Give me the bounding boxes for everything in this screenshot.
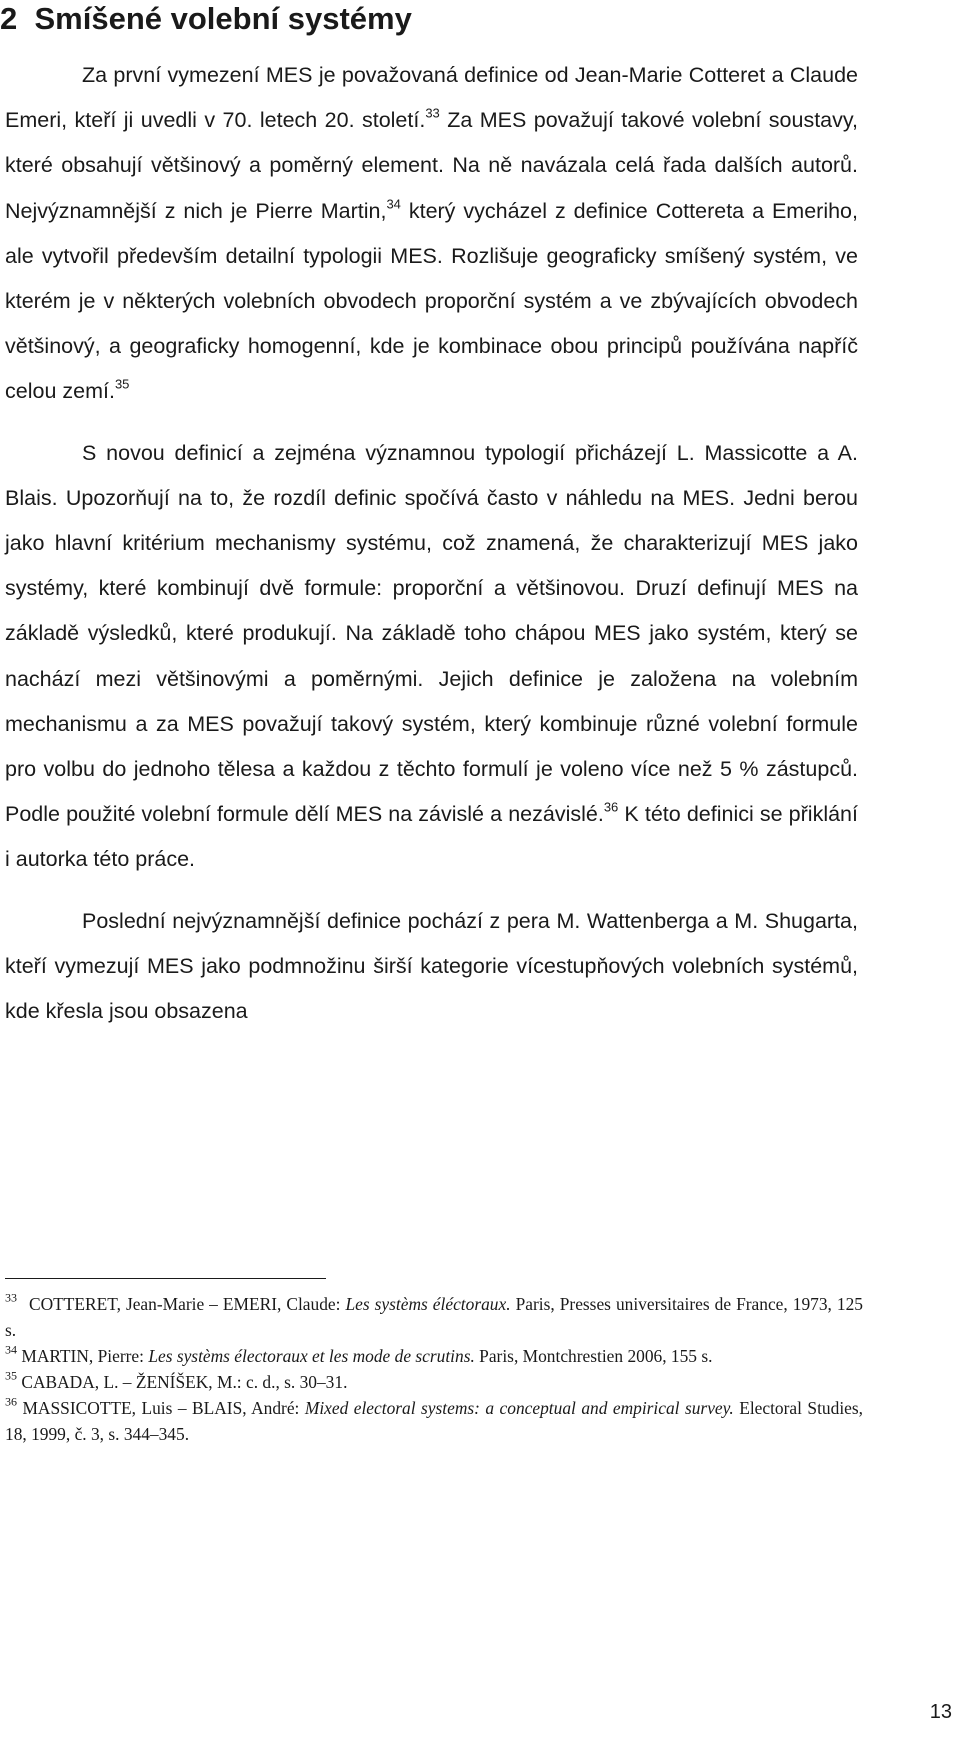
footnote-ref-36[interactable]: 36 xyxy=(603,799,619,815)
footnote-33 xyxy=(5,1291,863,1343)
footnotes xyxy=(5,1291,863,1447)
paragraph-2 xyxy=(5,431,858,883)
footnote-title: Mixed electoral systems: a conceptual and empirical survey. xyxy=(304,1398,734,1418)
footnote-number: 36 xyxy=(5,1394,17,1409)
paragraph-text: S novou definicí a zejména významnou typologií přicházejí L. Massicotte a A. Blais. Upozorňují na to, že rozdíl definic spočívá často v náhledu na MES. Jedni berou jako hlavní kritérium mechanismy systému, což znamená, že charakterizují MES jako systémy, které kombinují dvě formule: proporční a většinovou. Druzí definují MES na základě výsledků, které produkují. Na základě toho chápou MES jako systém, který se nachází mezi většinovými a poměrnými. Jejich definice je založena na volebním mechanismu a za MES považují takový systém, který kombinuje různé volební formule pro volbu do jednoho tělesa a každou z těchto formulí je voleno více než 5 % zástupců. Podle použité volební formule dělí MES na závislé a nezávislé. xyxy=(5,440,858,827)
paragraph-1 xyxy=(5,53,858,415)
footnote-title: Les systèms éléctoraux. xyxy=(345,1294,511,1314)
paragraph-text: Za první vymezení MES je považovaná definice od Jean-Marie Cotteret a Claude Emeri, kteří ji uvedli v 70. letech 20. století. xyxy=(5,63,858,133)
footnote-text: CABADA, L. – ŽENÍŠEK, M.: c. d., s. 30–31. xyxy=(21,1372,348,1392)
footnote-title: Les systèms électoraux et les mode de scrutins. xyxy=(148,1346,475,1366)
footnote-36 xyxy=(5,1395,863,1447)
footnote-text: Paris, Montchrestien 2006, 155 s. xyxy=(474,1346,713,1366)
paragraph-text: Za MES považují takové volební soustavy, které obsahují většinový a poměrný element. Na ně navázala celá řada dalších autorů. Nejvýznamnější z nich je Pierre Martin, xyxy=(5,108,858,223)
body-text xyxy=(5,53,858,1034)
footnote-text: COTTERET, Jean-Marie – EMERI, Claude: xyxy=(29,1294,346,1314)
paragraph-3 xyxy=(5,899,858,1035)
footnote-number: 33 xyxy=(5,1290,17,1305)
footnote-35 xyxy=(5,1369,863,1395)
page-number: 13 xyxy=(929,1701,952,1723)
footnote-ref-34[interactable]: 34 xyxy=(386,195,401,211)
footnote-text: MASSICOTTE, Luis – BLAIS, André: xyxy=(22,1398,305,1418)
footnote-34 xyxy=(5,1343,863,1369)
footnote-text: Paris, Presses universitaires de France, 1973, 125 s. xyxy=(5,1294,864,1340)
chapter-title: Smíšené volební systémy xyxy=(34,1,412,36)
footnote-separator xyxy=(5,1278,326,1279)
chapter-heading xyxy=(0,0,412,38)
footnote-text: MARTIN, Pierre: xyxy=(21,1346,149,1366)
footnote-number: 34 xyxy=(5,1342,17,1357)
paragraph-text: K této definici se přiklání i autorka této práce. xyxy=(5,802,858,872)
chapter-number: 2 xyxy=(0,1,18,36)
paragraph-text: který vycházel z definice Cottereta a Emeriho, ale vytvořil především detailní typologii MES. Rozlišuje geograficky smíšený systém, ve kterém je v některých volebních obvodech proporční systém a ve zbývajících obvodech většinový, a geograficky homogenní, kde je kombinace obou principů používána napříč celou zemí. xyxy=(5,198,858,404)
footnote-number: 35 xyxy=(5,1368,17,1383)
footnote-ref-33[interactable]: 33 xyxy=(425,105,440,121)
footnote-text: Electoral Studies, 18, 1999, č. 3, s. 344–345. xyxy=(5,1398,863,1444)
paragraph-text: Poslední nejvýznamnější definice pochází z pera M. Wattenberga a M. Shugarta, kteří vymezují MES jako podmnožinu širší kategorie vícestupňových volebních systémů, kde křesla jsou obsazena xyxy=(5,908,858,1024)
footnote-ref-35[interactable]: 35 xyxy=(114,376,130,392)
